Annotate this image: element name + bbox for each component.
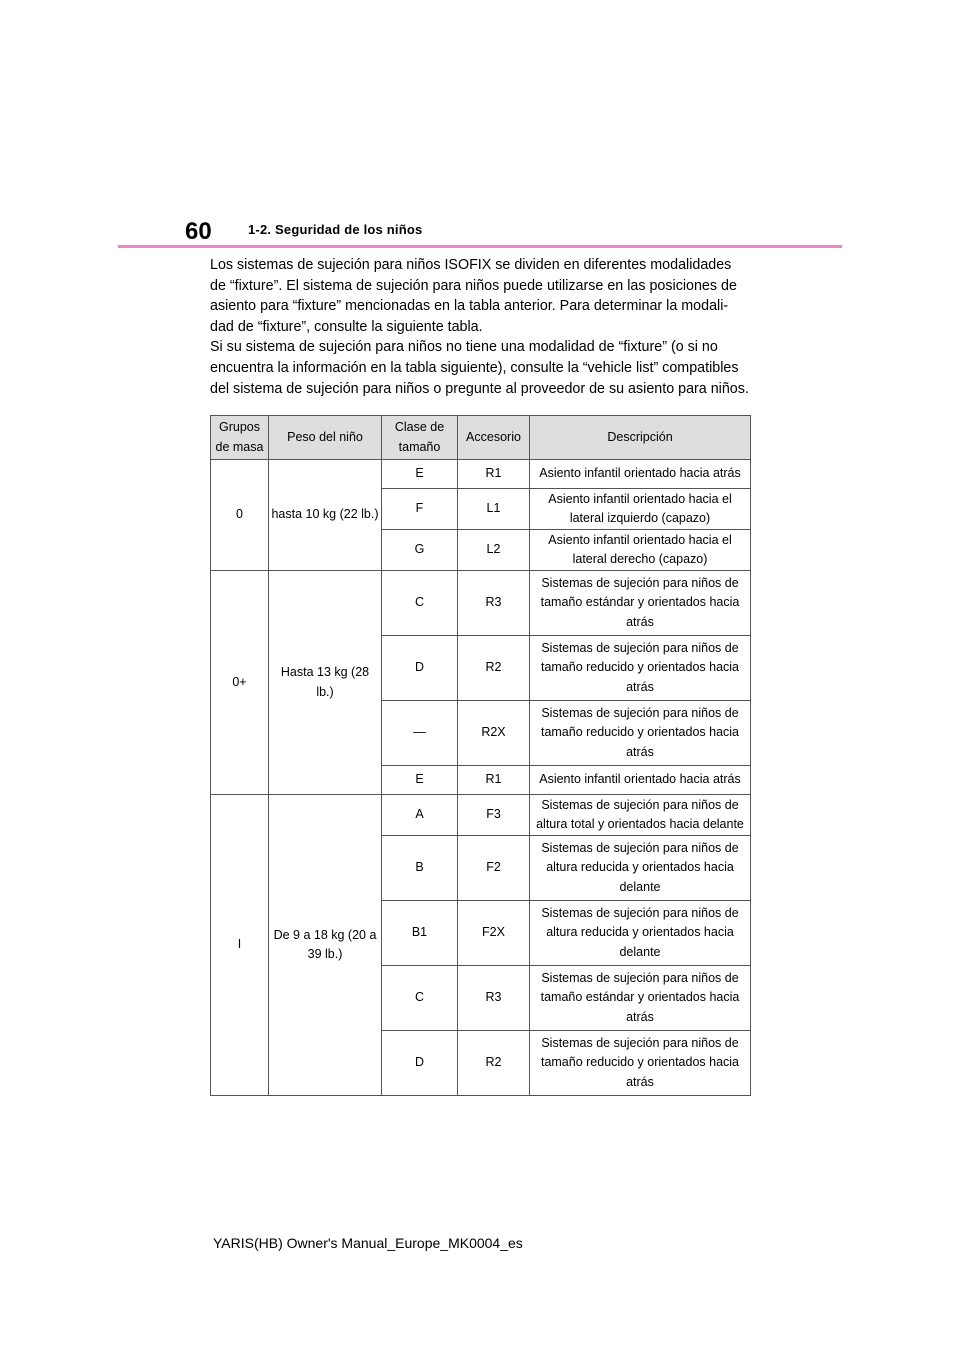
description-cell: Sistemas de sujeción para niños de tamaño estándar y orientados hacia atrás (530, 571, 751, 636)
header-divider (118, 245, 842, 248)
group-cell: 0+ (211, 571, 269, 795)
group-cell: 0 (211, 460, 269, 571)
table-row (211, 795, 751, 836)
size-class-cell: D (382, 636, 458, 701)
size-class-cell: B (382, 836, 458, 901)
size-class-cell: E (382, 460, 458, 489)
fixture-cell: R1 (458, 460, 530, 489)
fixture-cell: F2X (458, 901, 530, 966)
intro-paragraph-1: Los sistemas de sujeción para niños ISOFIX se dividen en diferentes modalidades de “fixture”. El sistema de sujeción para niños puede utilizarse en las posiciones de asiento para “fixture” mencionadas en la tabla anterior. Para determinar la modali-dad de “fixture”, consulte la siguiente tabla. (210, 257, 737, 335)
size-class-cell: C (382, 966, 458, 1031)
size-class-cell: E (382, 766, 458, 795)
size-class-cell: A (382, 795, 458, 836)
fixture-cell: F3 (458, 795, 530, 836)
header-description: Descripción (530, 416, 751, 460)
table-row (211, 460, 751, 489)
size-class-cell: G (382, 530, 458, 571)
table-row (211, 571, 751, 636)
header-weight: Peso del niño (269, 416, 382, 460)
description-cell: Asiento infantil orientado hacia el lateral izquierdo (capazo) (530, 489, 751, 530)
header-size-class: Clase de tamaño (382, 416, 458, 460)
size-class-cell: C (382, 571, 458, 636)
weight-cell: Hasta 13 kg (28 lb.) (269, 571, 382, 795)
weight-cell: hasta 10 kg (22 lb.) (269, 460, 382, 571)
header-group: Grupos de masa (211, 416, 269, 460)
fixture-cell: R2 (458, 636, 530, 701)
group-cell: I (211, 795, 269, 1096)
size-class-cell: B1 (382, 901, 458, 966)
description-cell: Asiento infantil orientado hacia atrás (530, 460, 751, 489)
footer-manual-id: YARIS(HB) Owner's Manual_Europe_MK0004_es (213, 1235, 523, 1251)
description-cell: Asiento infantil orientado hacia el lateral derecho (capazo) (530, 530, 751, 571)
intro-text (210, 255, 750, 399)
page-number: 60 (185, 218, 212, 245)
description-cell: Sistemas de sujeción para niños de tamaño estándar y orientados hacia atrás (530, 966, 751, 1031)
section-title: 1-2. Seguridad de los niños (248, 222, 423, 237)
description-cell: Sistemas de sujeción para niños de altura reducida y orientados hacia delante (530, 836, 751, 901)
description-cell: Asiento infantil orientado hacia atrás (530, 766, 751, 795)
fixture-cell: L2 (458, 530, 530, 571)
header-fixture: Accesorio (458, 416, 530, 460)
description-cell: Sistemas de sujeción para niños de altura total y orientados hacia delante (530, 795, 751, 836)
fixture-cell: R3 (458, 966, 530, 1031)
fixture-cell: F2 (458, 836, 530, 901)
size-class-cell: F (382, 489, 458, 530)
fixture-cell: R1 (458, 766, 530, 795)
description-cell: Sistemas de sujeción para niños de tamaño reducido y orientados hacia atrás (530, 701, 751, 766)
fixture-cell: R2X (458, 701, 530, 766)
description-cell: Sistemas de sujeción para niños de altura reducida y orientados hacia delante (530, 901, 751, 966)
fixture-cell: R3 (458, 571, 530, 636)
fixture-cell: L1 (458, 489, 530, 530)
description-cell: Sistemas de sujeción para niños de tamaño reducido y orientados hacia atrás (530, 1031, 751, 1096)
isofix-fixture-table (210, 415, 751, 1096)
weight-cell: De 9 a 18 kg (20 a 39 lb.) (269, 795, 382, 1096)
size-class-cell: — (382, 701, 458, 766)
intro-paragraph-2: Si su sistema de sujeción para niños no tiene una modalidad de “fixture” (o si no encuentra la información en la tabla siguiente), consulte la “vehicle list” compatibles del sistema de sujeción para niños o pregunte al proveedor de su asiento para niños. (210, 339, 749, 397)
size-class-cell: D (382, 1031, 458, 1096)
fixture-cell: R2 (458, 1031, 530, 1096)
table-header-row (211, 416, 751, 460)
description-cell: Sistemas de sujeción para niños de tamaño reducido y orientados hacia atrás (530, 636, 751, 701)
